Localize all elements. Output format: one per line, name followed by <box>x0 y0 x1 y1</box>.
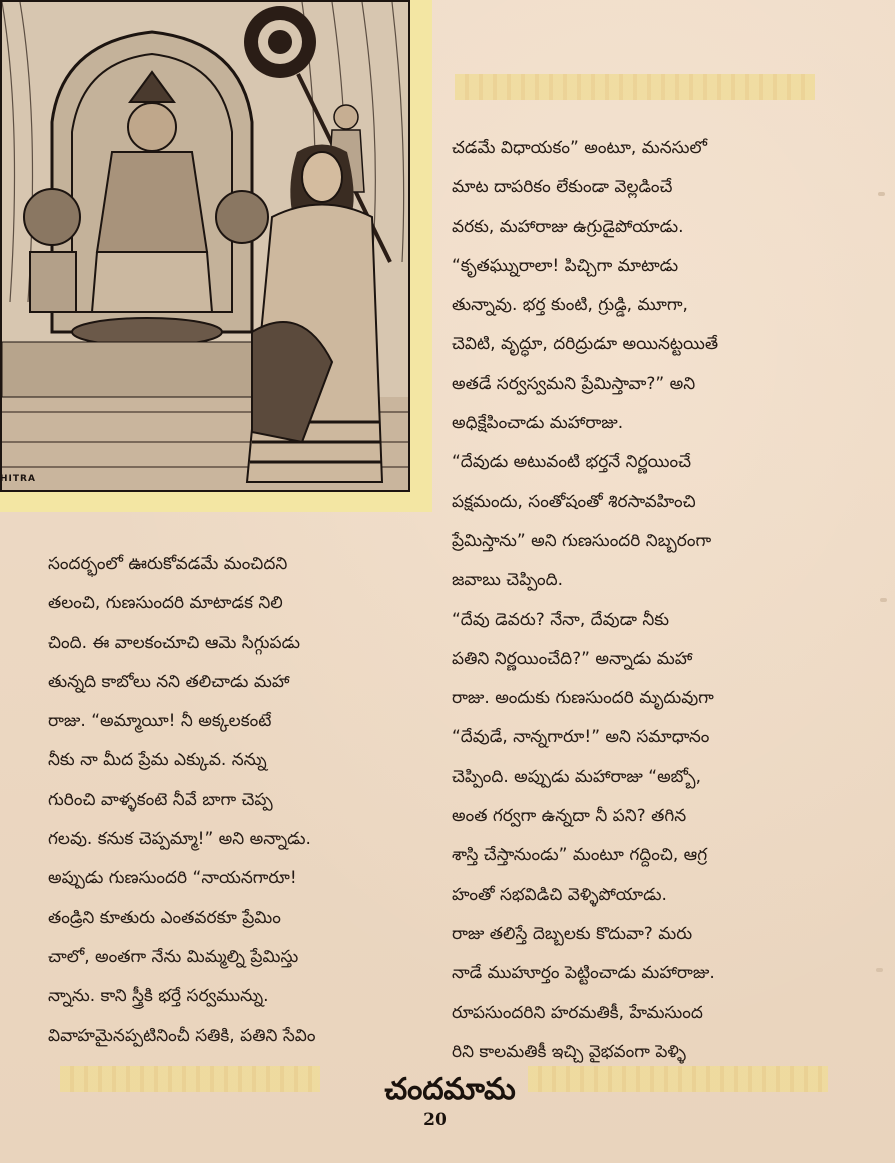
text-line: న్నాను. కాని స్త్రీకి భర్తే సర్వమున్ను. <box>48 986 269 1007</box>
decorative-band-bottom-right <box>528 1066 828 1092</box>
paper-speck <box>878 192 885 196</box>
text-line: చింది. ఈ వాలకంచూచి ఆమె సిగ్గుపడు <box>48 632 301 653</box>
text-line: “దేవుడే, నాన్నగారూ!” అని సమాధానం <box>452 727 710 748</box>
text-line: గలవు. కనుక చెప్పమ్మా!” అని అన్నాడు. <box>48 829 311 850</box>
text-line: “కృతఘ్నురాలా! పిచ్చిగా మాటాడు <box>452 255 679 276</box>
text-line: తున్నది కాబోలు నని తలిచాడు మహా <box>48 671 290 692</box>
left-column <box>48 545 436 1056</box>
decorative-band-top <box>455 74 815 100</box>
illustration-king-and-princess <box>0 0 410 492</box>
illustration-drawing <box>2 2 408 490</box>
text-line: తున్నావు. భర్త కుంటి, గ్రుడ్డి, మూగా, <box>452 295 688 316</box>
decorative-band-bottom-left <box>60 1066 320 1092</box>
text-line: అంత గర్వగా ఉన్నదా నీ పని? తగిన <box>452 806 687 827</box>
text-line: చాలో, అంతగా నేను మిమ్మల్ని ప్రేమిస్తు <box>48 946 299 967</box>
text-line: వివాహమైనప్పటినించీ సతికి, పతిని సేవిం <box>48 1025 316 1046</box>
text-line: అతడే సర్వస్వమని ప్రేమిస్తావా?” అని <box>452 373 696 394</box>
text-line: తలంచి, గుణసుందరి మాటాడక నిలి <box>48 593 283 614</box>
text-line: రూపసుందరిని హరమతికీ, హేమసుంద <box>452 1002 703 1023</box>
text-line: పతిని నిర్ణయించేది?” అన్నాడు మహా <box>452 648 693 669</box>
magazine-title: చందమామ <box>384 1072 516 1107</box>
text-line: హంతో సభవిడిచి వెళ్ళిపోయాడు. <box>452 884 667 905</box>
right-column <box>452 129 837 1072</box>
page-number: 20 <box>423 1110 447 1130</box>
text-line: రిని కాలమతికీ ఇచ్చి వైభవంగా పెళ్ళి <box>452 1041 687 1062</box>
illustration-frame <box>0 0 432 512</box>
text-line: “దేవుడు అటువంటి భర్తనే నిర్ణయించే <box>452 452 692 473</box>
text-line: రాజు. “అమ్మాయీ! నీ అక్కలకంటే <box>48 711 272 732</box>
text-line: చెప్పింది. అప్పుడు మహారాజు “అబ్బో, <box>452 766 701 787</box>
text-line: మాట దాపరికం లేకుండా వెల్లడించే <box>452 177 673 198</box>
artist-signature: HITRA <box>0 474 36 484</box>
text-line: వరకు, మహారాజు ఉగ్రుడైపోయాడు. <box>452 216 684 237</box>
text-line: “దేవు డెవరు? నేనా, దేవుడా నీకు <box>452 609 670 630</box>
text-line: తండ్రిని కూతురు ఎంతవరకూ ప్రేమిం <box>48 907 281 928</box>
text-line: నీకు నా మీద ప్రేమ ఎక్కువ. నన్ను <box>48 750 267 771</box>
text-line: నాడే ముహూర్తం పెట్టించాడు మహారాజు. <box>452 963 715 984</box>
text-line: రాజు తలిస్తే దెబ్బలకు కొదువా? మరు <box>452 923 693 944</box>
text-line: రాజు. అందుకు గుణసుందరి మృదువుగా <box>452 688 714 709</box>
paper-speck <box>880 598 887 602</box>
text-line: గురించి వాళ్ళకంటె నీవే బాగా చెప్ప <box>48 789 273 810</box>
text-line: శాస్తి చేస్తానుండు” మంటూ గద్దించి, ఆగ్ర <box>452 845 708 866</box>
paper-speck <box>876 968 883 972</box>
text-line: అప్పుడు గుణసుందరి “నాయనగారూ! <box>48 868 297 889</box>
text-line: అధిక్షేపించాడు మహారాజు. <box>452 413 624 434</box>
text-line: చడమే విధాయకం” అంటూ, మనసులో <box>452 138 707 158</box>
text-line: చెవిటి, వృద్ధూ, దరిద్రుడూ అయినట్టయితే <box>452 334 719 355</box>
text-line: ప్రేమిస్తాను” అని గుణసుందరి నిబ్బరంగా <box>452 530 712 551</box>
text-line: సందర్భంలో ఊరుకోవడమే మంచిదని <box>48 554 288 574</box>
text-line: పక్షమందు, సంతోషంతో శిరసావహించి <box>452 491 696 512</box>
text-line: జవాబు చెప్పింది. <box>452 570 564 591</box>
